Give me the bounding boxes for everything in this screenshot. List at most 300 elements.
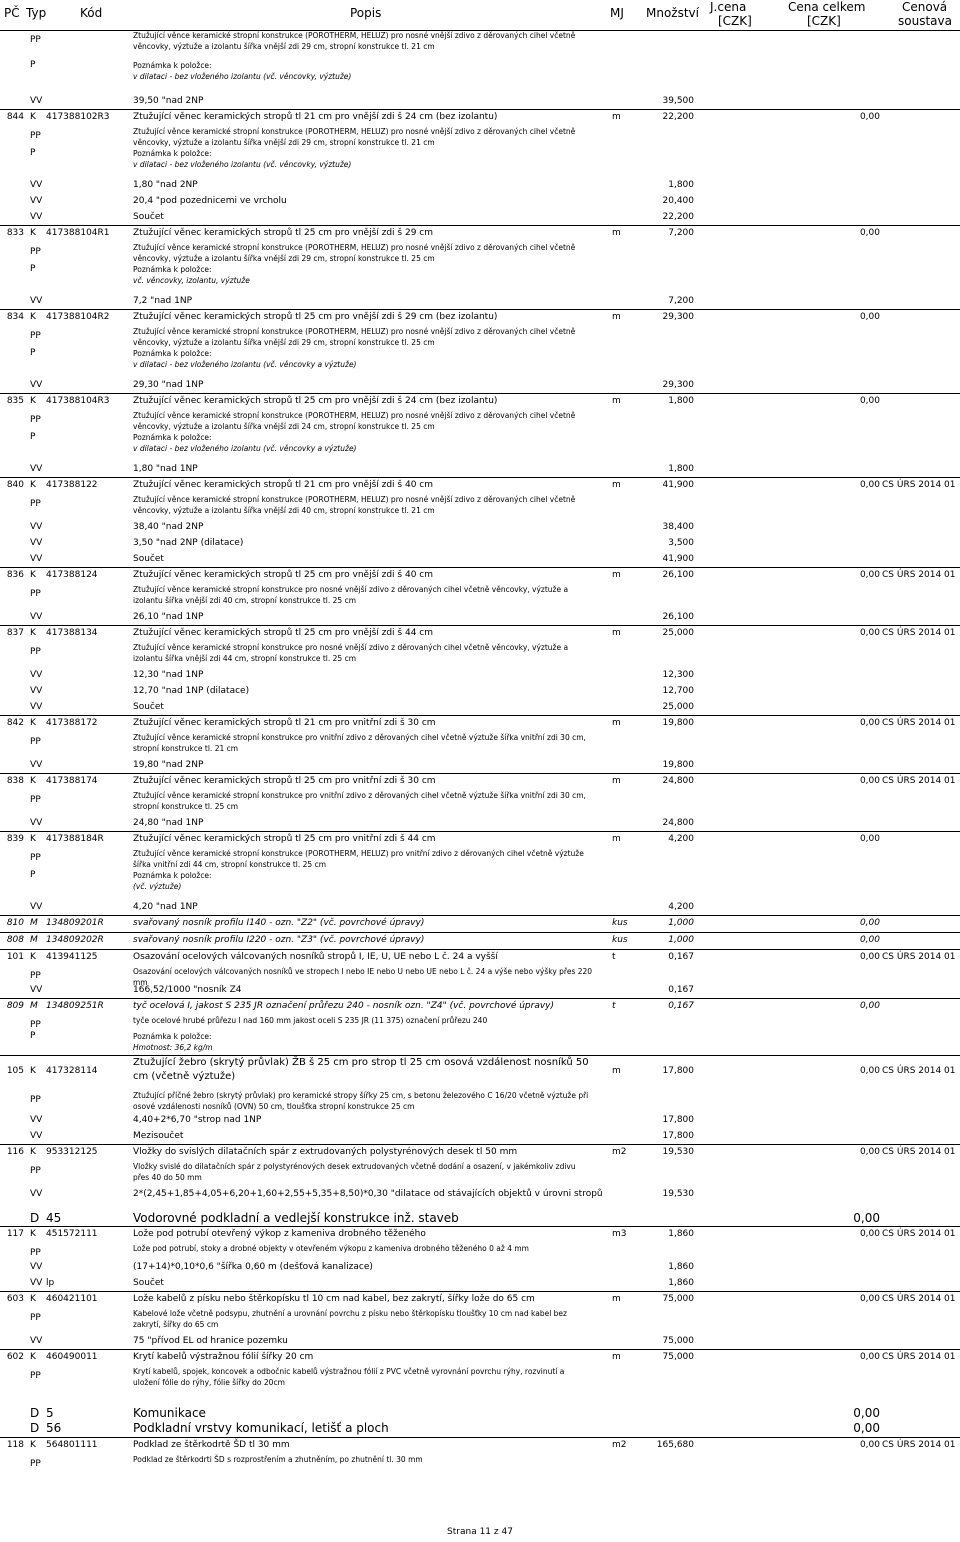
- row-total: 0,00: [859, 628, 880, 638]
- row-quantity: 75,000: [662, 1352, 694, 1362]
- row-code: 417388104R2: [46, 312, 110, 322]
- pn-row: [0, 432, 960, 456]
- row-quantity: 1,000: [668, 918, 694, 928]
- row-quantity: 19,530: [662, 1147, 694, 1157]
- row-description: Ztužující věnce keramické stropní konstrukce (POROTHERM, HELUZ) pro nosné vnější zdivo z děrovaných cihel včetně věncovky, výztuže a izolantu šířka vnější zdi 29 cm, stropní konstrukce tl. 25 cm: [133, 327, 576, 347]
- pn-row: [0, 148, 960, 172]
- row-price-system: CS ÚRS 2014 01: [882, 1066, 956, 1076]
- note-heading: Poznámka k položce:: [133, 349, 212, 358]
- pp-row: [0, 1454, 960, 1470]
- row-unit: kus: [612, 918, 628, 928]
- row-quantity: 24,800: [662, 818, 694, 828]
- note-text: Hmotnost: 36,2 kg/m: [133, 1043, 213, 1052]
- row-total: 0,00: [859, 570, 880, 580]
- row-description: Ztužující věnec keramických stropů tl 25 cm pro vnější zdi š 24 cm (bez izolantu): [133, 396, 498, 406]
- row-total: 0,00: [859, 396, 880, 406]
- table-row: [0, 1055, 960, 1090]
- row-typ: D: [30, 1421, 40, 1435]
- row-pc: 833: [6, 228, 24, 238]
- row-quantity: 3,500: [668, 538, 694, 548]
- row-typ: K: [30, 112, 36, 122]
- row-description: 1,80 "nad 2NP: [133, 180, 198, 190]
- row-typ: M: [30, 918, 38, 928]
- row-typ: VV: [30, 1131, 43, 1141]
- row-pc: 840: [6, 480, 24, 490]
- row-typ: P: [30, 432, 36, 442]
- row-description: tyč ocelová I, jakost S 235 JR označení průřezu 240 - nosník ozn. "Z4" (vč. povrchové úpravy): [133, 1001, 555, 1011]
- row-code: 5: [46, 1406, 54, 1420]
- row-code: 417388172: [46, 718, 98, 728]
- header-kod: Kód: [80, 6, 103, 20]
- row-typ: VV: [30, 96, 43, 106]
- row-typ: K: [30, 628, 36, 638]
- row-description: 12,70 "nad 1NP (dilatace): [133, 686, 250, 696]
- row-quantity: 1,800: [668, 464, 694, 474]
- row-description: 12,30 "nad 1NP: [133, 670, 204, 680]
- row-typ: PP: [30, 247, 41, 257]
- note-heading: Poznámka k položce:: [133, 265, 212, 274]
- row-code: 564801111: [46, 1440, 98, 1450]
- item-note: [133, 870, 593, 892]
- row-typ: P: [30, 148, 36, 158]
- dhead-row: [0, 1211, 960, 1226]
- row-typ: PP: [30, 1095, 41, 1105]
- row-typ: K: [30, 1147, 36, 1157]
- pp-row: [0, 30, 960, 60]
- row-typ: K: [30, 312, 36, 322]
- vv-row: [0, 609, 960, 625]
- row-description: Lože pod potrubí otevřený výkop z kameniva drobného těženého: [133, 1229, 426, 1239]
- row-total: 0,00: [853, 1421, 880, 1435]
- row-description: 39,50 "nad 2NP: [133, 96, 204, 106]
- row-unit: m: [612, 718, 621, 728]
- row-pc: 602: [6, 1352, 24, 1362]
- row-unit: m: [612, 312, 621, 322]
- row-quantity: 12,300: [662, 670, 694, 680]
- row-description: Ztužující věnce keramické stropní konstrukce pro nosné vnější zdivo z děrovaných cihel včetně věncovky, výztuže a izolantu šířka vnější zdi 44 cm, stropní konstrukce tl. 25 cm: [133, 643, 569, 663]
- row-quantity: 19,800: [662, 760, 694, 770]
- row-price-system: CS ÚRS 2014 01: [882, 1440, 956, 1450]
- row-total: 0,00: [859, 776, 880, 786]
- row-quantity: 26,100: [662, 570, 694, 580]
- row-typ: K: [30, 570, 36, 580]
- pn-row: [0, 60, 960, 84]
- row-code: 134809202R: [46, 935, 104, 945]
- row-typ: PP: [30, 1371, 41, 1381]
- row-typ: VV: [30, 538, 43, 548]
- row-quantity: 39,500: [662, 96, 694, 106]
- note-heading: Poznámka k položce:: [133, 61, 212, 70]
- row-code: 417388102R3: [46, 112, 110, 122]
- row-description: Mezisoučet: [133, 1131, 184, 1141]
- row-total: 0,00: [859, 952, 880, 962]
- row-description: 7,2 "nad 1NP: [133, 296, 192, 306]
- row-quantity: 1,860: [668, 1262, 694, 1272]
- item-note: [133, 1031, 593, 1053]
- row-quantity: 75,000: [662, 1294, 694, 1304]
- row-quantity: 22,200: [662, 112, 694, 122]
- row-unit: m: [612, 570, 621, 580]
- row-quantity: 0,167: [668, 985, 694, 995]
- note-text: v dilataci - bez vloženého izolantu (vč. věncovky a výztuže): [133, 360, 357, 369]
- row-typ: D: [30, 1211, 40, 1225]
- header-pc: PČ: [4, 6, 20, 20]
- row-description: Ztužující věnec keramických stropů tl 25 cm pro vnější zdi š 29 cm: [133, 228, 434, 238]
- pp-row: [0, 848, 960, 870]
- row-description: (17+14)*0,10*0,6 "šířka 0,60 m (dešťová kanalizace): [133, 1262, 373, 1272]
- row-typ: PP: [30, 971, 41, 981]
- row-quantity: 29,300: [662, 380, 694, 390]
- row-unit: m2: [612, 1147, 627, 1157]
- row-description: 166,52/1000 "nosník Z4: [133, 985, 242, 995]
- table-row: [0, 1291, 960, 1308]
- row-total: 0,00: [859, 1147, 880, 1157]
- row-typ: VV: [30, 760, 43, 770]
- row-unit: m: [612, 628, 621, 638]
- vv-row: [0, 519, 960, 535]
- row-pc: 842: [6, 718, 24, 728]
- row-pc: 834: [6, 312, 24, 322]
- row-description: Součet: [133, 1278, 164, 1288]
- row-typ: VV: [30, 380, 43, 390]
- row-description: 38,40 "nad 2NP: [133, 522, 204, 532]
- row-quantity: 38,400: [662, 522, 694, 532]
- row-unit: m: [612, 776, 621, 786]
- row-total: 0,00: [859, 1001, 880, 1011]
- row-unit: m: [612, 1352, 621, 1362]
- row-pc: 808: [6, 935, 24, 945]
- header-soustava: Cenová: [902, 0, 948, 14]
- pp-row: [0, 1366, 960, 1406]
- pp-row: [0, 494, 960, 519]
- row-typ: PP: [30, 737, 41, 747]
- pp-row: [0, 584, 960, 609]
- row-description: 24,80 "nad 1NP: [133, 818, 204, 828]
- row-typ: VV: [30, 670, 43, 680]
- row-description: Podklad ze štěrkodrti ŠD s rozprostřením a zhutněním, po zhutnění tl. 30 mm: [133, 1455, 423, 1464]
- row-typ: VV: [30, 1278, 43, 1288]
- row-typ: M: [30, 935, 38, 945]
- row-description: Ztužující věnce keramické stropní konstrukce (POROTHERM, HELUZ) pro nosné vnější zdivo z děrovaných cihel včetně věncovky, výztuže a izolantu šířka vnější zdi 40 cm, stropní konstrukce tl. 21 cm: [133, 495, 576, 515]
- row-price-system: CS ÚRS 2014 01: [882, 718, 956, 728]
- row-typ: K: [30, 1066, 36, 1076]
- row-quantity: 22,200: [662, 212, 694, 222]
- row-code: lp: [46, 1278, 55, 1288]
- row-typ: PP: [30, 1020, 41, 1030]
- row-description: 3,50 "nad 2NP (dilatace): [133, 538, 244, 548]
- row-code: 417388124: [46, 570, 98, 580]
- row-description: 26,10 "nad 1NP: [133, 612, 204, 622]
- vv-row: [0, 757, 960, 773]
- row-description: Ztužující věnec keramických stropů tl 21 cm pro vnitřní zdi š 30 cm: [133, 718, 436, 728]
- row-description: Krytí kabelů výstražnou fólií šířky 20 cm: [133, 1352, 314, 1362]
- row-typ: VV: [30, 985, 43, 995]
- vv-row: [0, 1275, 960, 1291]
- note-text: vč. věncovky, izolantu, výztuže: [133, 276, 250, 285]
- table-row: [0, 1144, 960, 1161]
- row-unit: m: [612, 1294, 621, 1304]
- table-row: [0, 831, 960, 848]
- row-total: 0,00: [859, 935, 880, 945]
- row-typ: PP: [30, 131, 41, 141]
- row-quantity: 24,800: [662, 776, 694, 786]
- row-description: Ztužující věnce keramické stropní konstrukce pro nosné vnější zdivo z děrovaných cihel včetně věncovky, výztuže a izolantu šířka vnější zdi 40 cm, stropní konstrukce tl. 25 cm: [133, 585, 569, 605]
- row-description: Osazování ocelových válcovaných nosníků ve stropech I nebo IE nebo U nebo UE nebo L č. 24 a výše nebo výšky přes 220 mm: [133, 967, 593, 987]
- spacer: [0, 84, 960, 93]
- vv-row: [0, 93, 960, 109]
- pp-row: [0, 410, 960, 432]
- row-description: 20,4 "pod pozednicemi ve vrcholu: [133, 196, 287, 206]
- row-unit: m: [612, 228, 621, 238]
- pn-row: [0, 264, 960, 288]
- row-typ: VV: [30, 818, 43, 828]
- table-row: [0, 109, 960, 126]
- vv-row: [0, 683, 960, 699]
- note-text: v dilataci - bez vloženého izolantu (vč. věncovky, výztuže): [133, 72, 352, 81]
- row-typ: VV: [30, 464, 43, 474]
- header-celkem: Cena celkem: [788, 0, 866, 14]
- pp-row: [0, 1243, 960, 1259]
- vv-row: [0, 535, 960, 551]
- row-unit: t: [612, 1001, 616, 1011]
- row-total: 0,00: [859, 718, 880, 728]
- table-row: [0, 1349, 960, 1366]
- row-pc: 844: [6, 112, 24, 122]
- row-typ: K: [30, 718, 36, 728]
- row-typ: VV: [30, 686, 43, 696]
- row-pc: 603: [6, 1294, 24, 1304]
- row-total: 0,00: [859, 112, 880, 122]
- row-price-system: CS ÚRS 2014 01: [882, 952, 956, 962]
- table-row: [0, 477, 960, 494]
- row-code: 417388122: [46, 480, 98, 490]
- row-typ: K: [30, 1294, 36, 1304]
- row-description: Ztužující věnec keramických stropů tl 25 cm pro vnější zdi š 44 cm: [133, 628, 434, 638]
- row-code: 417388134: [46, 628, 98, 638]
- row-description: Ztužující věnec keramických stropů tl 21 cm pro vnější zdi š 24 cm (bez izolantu): [133, 112, 498, 122]
- row-typ: PP: [30, 1459, 41, 1469]
- row-description: Ztužující věnce keramické stropní konstrukce pro vnitřní zdivo z děrovaných cihel včetně výztuže šířka vnitřní zdi 30 cm, stropní konstrukce tl. 21 cm: [133, 733, 586, 753]
- pp-row: [0, 732, 960, 757]
- row-price-system: CS ÚRS 2014 01: [882, 776, 956, 786]
- row-pc: 837: [6, 628, 24, 638]
- pp-row: [0, 642, 960, 667]
- header-mj: MJ: [610, 6, 624, 20]
- table-row: [0, 625, 960, 642]
- row-pc: 839: [6, 834, 24, 844]
- pp-row: [0, 326, 960, 348]
- row-typ: PP: [30, 853, 41, 863]
- page-number: Strana 11 z 47: [447, 1527, 513, 1537]
- row-quantity: 19,800: [662, 718, 694, 728]
- row-code: 417388184R: [46, 834, 104, 844]
- row-quantity: 4,200: [668, 902, 694, 912]
- row-description: Ztužující příčné žebro (skrytý průvlak) pro keramické stropy šířky 25 cm, s betonu železového C 16/20 včetně výztuže při osové vzdálenosti nosníků (OVN) 50 cm, tloušťka stropní konstrukce 25 cm: [133, 1091, 589, 1111]
- row-typ: VV: [30, 902, 43, 912]
- row-typ: PP: [30, 795, 41, 805]
- header-jcena: J.cena: [710, 0, 747, 14]
- row-code: 417388104R3: [46, 396, 110, 406]
- row-description: Osazování ocelových válcovaných nosníků stropů I, IE, U, UE nebo L č. 24 a vyšší: [133, 952, 498, 962]
- row-typ: P: [30, 264, 36, 274]
- row-description: Vložky do svislých dilatačních spár z extrudovaných polystyrénových desek tl 50 mm: [133, 1147, 518, 1157]
- row-price-system: CS ÚRS 2014 01: [882, 570, 956, 580]
- row-quantity: 1,800: [668, 396, 694, 406]
- note-text: (vč. výztuže): [133, 882, 182, 891]
- vv-row: [0, 193, 960, 209]
- row-price-system: CS ÚRS 2014 01: [882, 1294, 956, 1304]
- row-description: Vodorovné podkladní a vedlejší konstrukce inž. staveb: [133, 1211, 459, 1225]
- row-quantity: 41,900: [662, 480, 694, 490]
- row-total: 0,00: [853, 1406, 880, 1420]
- row-typ: K: [30, 1352, 36, 1362]
- row-quantity: 29,300: [662, 312, 694, 322]
- pp-row: [0, 1308, 960, 1333]
- row-description: svařovaný nosník profilu I220 - ozn. "Z3" (vč. povrchové úpravy): [133, 935, 425, 945]
- pn-row: [0, 348, 960, 372]
- row-description: tyče ocelové hrubé průřezu I nad 160 mm jakost oceli S 235 JR (11 375) označení průřezu 240: [133, 1016, 488, 1025]
- row-pc: 118: [6, 1440, 24, 1450]
- row-quantity: 41,900: [662, 554, 694, 564]
- row-quantity: 1,860: [668, 1278, 694, 1288]
- pp-row: [0, 1161, 960, 1186]
- row-description: Krytí kabelů, spojek, koncovek a odbočnic kabelů výstražnou fólií z PVC včetně vyrovnání povrchu rýhy, rozvinutí a uložení fólie do rýhy, fólie šířky do 20cm: [133, 1367, 565, 1387]
- row-unit: m2: [612, 1440, 627, 1450]
- note-text: v dilataci - bez vloženého izolantu (vč. věncovky, výztuže): [133, 160, 352, 169]
- row-typ: VV: [30, 554, 43, 564]
- row-typ: K: [30, 952, 36, 962]
- vv-row: [0, 1112, 960, 1128]
- row-typ: VV: [30, 612, 43, 622]
- row-typ: K: [30, 480, 36, 490]
- row-code: 460490011: [46, 1352, 98, 1362]
- row-total: 0,00: [859, 1294, 880, 1304]
- row-price-system: CS ÚRS 2014 01: [882, 480, 956, 490]
- row-description: Ztužující věnce keramické stropní konstrukce (POROTHERM, HELUZ) pro nosné vnější zdivo z děrovaných cihel včetně věncovky, výztuže a izolantu šířka vnější zdi 24 cm, stropní konstrukce tl. 25 cm: [133, 411, 576, 431]
- row-typ: PP: [30, 1166, 41, 1176]
- pp-row: [0, 1015, 960, 1031]
- table-row: [0, 715, 960, 732]
- row-total: 0,00: [859, 228, 880, 238]
- row-total: 0,00: [859, 480, 880, 490]
- row-typ: P: [30, 60, 36, 70]
- row-total: 0,00: [859, 918, 880, 928]
- row-typ: VV: [30, 1336, 43, 1346]
- row-code: 417328114: [46, 1066, 98, 1076]
- header-celkem-unit: [CZK]: [807, 14, 841, 28]
- row-total: 0,00: [859, 1352, 880, 1362]
- row-description: Ztužující věnce keramické stropní konstrukce pro vnitřní zdivo z děrovaných cihel včetně výztuže šířka vnitřní zdi 30 cm, stropní konstrukce tl. 25 cm: [133, 791, 586, 811]
- row-description: Podkladní vrstvy komunikací, letišť a ploch: [133, 1421, 389, 1435]
- row-description: Komunikace: [133, 1406, 206, 1420]
- row-unit: m: [612, 1066, 621, 1076]
- pp-row: [0, 242, 960, 264]
- row-code: 953312125: [46, 1147, 98, 1157]
- row-price-system: CS ÚRS 2014 01: [882, 1229, 956, 1239]
- row-quantity: 17,800: [662, 1115, 694, 1125]
- vv-row: [0, 177, 960, 193]
- row-pc: 810: [6, 918, 24, 928]
- row-typ: VV: [30, 212, 43, 222]
- vv-row: [0, 899, 960, 915]
- header-jcena-unit: [CZK]: [718, 14, 752, 28]
- item-note: [133, 60, 593, 82]
- row-quantity: 26,100: [662, 612, 694, 622]
- row-pc: 836: [6, 570, 24, 580]
- row-total: 0,00: [859, 1066, 880, 1076]
- row-quantity: 7,200: [668, 228, 694, 238]
- row-typ: VV: [30, 1262, 43, 1272]
- dhead-row: [0, 1421, 960, 1437]
- row-description: Lože kabelů z písku nebo štěrkopísku tl 10 cm nad kabel, bez zakrytí, šířky lože do 65 cm: [133, 1294, 535, 1304]
- vv-row: [0, 699, 960, 715]
- header-popis: Popis: [350, 6, 382, 20]
- row-description: Součet: [133, 554, 164, 564]
- row-typ: PP: [30, 647, 41, 657]
- row-typ: VV: [30, 296, 43, 306]
- row-quantity: 4,200: [668, 834, 694, 844]
- row-description: Ztužující věnce keramické stropní konstrukce (POROTHERM, HELUZ) pro nosné vnější zdivo z děrovaných cihel včetně věncovky, výztuže a izolantu šířka vnější zdi 29 cm, stropní konstrukce tl. 25 cm: [133, 243, 576, 263]
- row-typ: VV: [30, 1115, 43, 1125]
- vv-row: [0, 815, 960, 831]
- vv-row: [0, 1128, 960, 1144]
- header-mnozstvi: Množství: [646, 6, 699, 20]
- row-code: 460421101: [46, 1294, 98, 1304]
- row-description: Ztužující věnec keramických stropů tl 25 cm pro vnější zdi š 40 cm: [133, 570, 434, 580]
- row-unit: m: [612, 834, 621, 844]
- table-row: [0, 1437, 960, 1454]
- row-unit: t: [612, 952, 616, 962]
- row-description: 75 "přívod EL od hranice pozemku: [133, 1336, 288, 1346]
- header-soustava-2: soustava: [898, 14, 952, 28]
- row-typ: P: [30, 1031, 36, 1041]
- row-typ: K: [30, 834, 36, 844]
- table-row: [0, 1226, 960, 1243]
- pn-row: [0, 870, 960, 894]
- pp-row: [0, 790, 960, 815]
- row-price-system: CS ÚRS 2014 01: [882, 1147, 956, 1157]
- note-heading: Poznámka k položce:: [133, 149, 212, 158]
- row-quantity: 17,800: [662, 1131, 694, 1141]
- vv-row: [0, 1333, 960, 1349]
- vv-row: [0, 982, 960, 998]
- row-pc: 105: [6, 1066, 24, 1076]
- table-row: [0, 949, 960, 966]
- row-total: 0,00: [859, 1440, 880, 1450]
- row-description: 1,80 "nad 1NP: [133, 464, 198, 474]
- row-description: Ztužující věnec keramických stropů tl 21 cm pro vnější zdi š 40 cm: [133, 480, 434, 490]
- row-quantity: 1,000: [668, 935, 694, 945]
- row-description: Podklad ze štěrkodrtě ŠD tl 30 mm: [133, 1440, 290, 1450]
- row-description: Ztužující věnce keramické stropní konstrukce (POROTHERM, HELUZ) pro nosné vnější zdivo z děrovaných cihel včetně věncovky, výztuže a izolantu šířka vnější zdi 29 cm, stropní konstrukce tl. 21 cm: [133, 31, 576, 51]
- table-row: [0, 773, 960, 790]
- row-typ: PP: [30, 1313, 41, 1323]
- pp-row: [0, 126, 960, 148]
- row-quantity: 0,167: [668, 952, 694, 962]
- vv-row: [0, 1186, 960, 1210]
- row-typ: VV: [30, 1189, 43, 1199]
- row-typ: PP: [30, 1248, 41, 1258]
- note-text: v dilataci - bez vloženého izolantu (vč. věncovky a výztuže): [133, 444, 357, 453]
- row-description: Lože pod potrubí, stoky a drobné objekty v otevřeném výkopu z kameniva drobného těženého 0 až 4 mm: [133, 1244, 529, 1253]
- row-typ: P: [30, 348, 36, 358]
- item-note: [133, 348, 593, 370]
- row-quantity: 0,167: [668, 1001, 694, 1011]
- table-row: [0, 998, 960, 1015]
- pn-row: [0, 1031, 960, 1055]
- item-note: [133, 264, 593, 286]
- pp-row: [0, 966, 960, 987]
